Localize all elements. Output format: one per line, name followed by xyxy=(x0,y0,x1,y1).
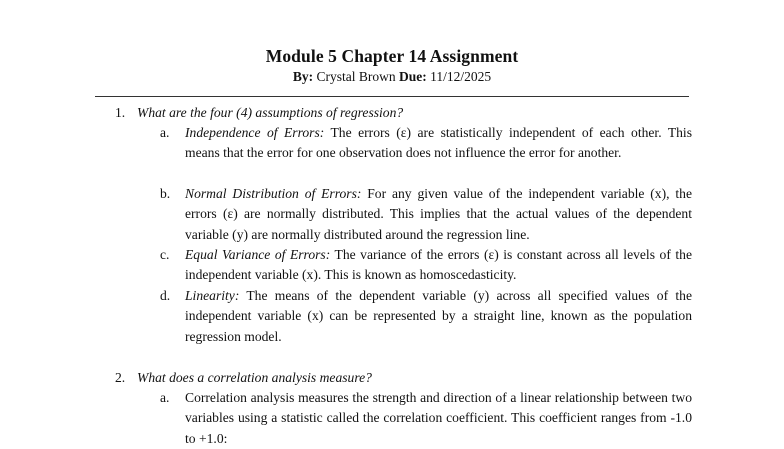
list-item xyxy=(160,245,692,286)
item-letter: c. xyxy=(160,247,170,262)
item-body xyxy=(185,184,692,245)
item-text: The errors (ε) are statistically independent of each other. This means that the error for one observation does not influence the error for another. xyxy=(185,125,692,161)
item-body xyxy=(185,245,692,286)
item-text: The variance of the errors (ε) is constant across all levels of the independent variable (x). This is known as homoscedasticity. xyxy=(185,247,692,283)
question-number: 1. xyxy=(115,105,126,120)
item-letter: d. xyxy=(160,288,171,303)
byline xyxy=(0,69,784,85)
by-label: By: xyxy=(292,69,314,84)
item-body xyxy=(185,123,692,164)
header-divider xyxy=(95,96,689,97)
item-text: The means of the dependent variable (y) across all specified values of the independent variable (x) can be represented by a straight line, known as the population regression model. xyxy=(185,288,692,344)
list-item xyxy=(160,123,692,164)
item-body xyxy=(185,388,692,449)
item-letter: b. xyxy=(160,186,171,201)
item-term: Independence of Errors: xyxy=(185,125,325,140)
list-item xyxy=(160,184,692,245)
item-text: For any given value of the independent variable (x), the errors (ε) are normally distributed. This implies that the actual values of the dependent variable (y) are normally distributed around the regression line. xyxy=(185,186,692,242)
question-text: What does a correlation analysis measure? xyxy=(137,370,372,385)
due-date: 11/12/2025 xyxy=(430,69,492,84)
item-term: Normal Distribution of Errors: xyxy=(185,186,362,201)
item-letter: a. xyxy=(160,125,170,140)
page-title: Module 5 Chapter 14 Assignment xyxy=(265,46,519,66)
item-term: Equal Variance of Errors: xyxy=(185,247,331,262)
item-text: Correlation analysis measures the strength and direction of a linear relationship between two variables using a statistic called the correlation coefficient. This coefficient ranges from -1.0 to +1.0: xyxy=(185,390,692,446)
list-item xyxy=(160,388,692,449)
question-number: 2. xyxy=(115,370,126,385)
item-body xyxy=(185,286,692,347)
due-label: Due: xyxy=(398,69,427,84)
item-letter: a. xyxy=(160,390,170,405)
author-name: Crystal Brown xyxy=(316,69,396,84)
question-text: What are the four (4) assumptions of regression? xyxy=(137,105,404,120)
list-item xyxy=(160,286,692,347)
item-term: Linearity: xyxy=(185,288,240,303)
